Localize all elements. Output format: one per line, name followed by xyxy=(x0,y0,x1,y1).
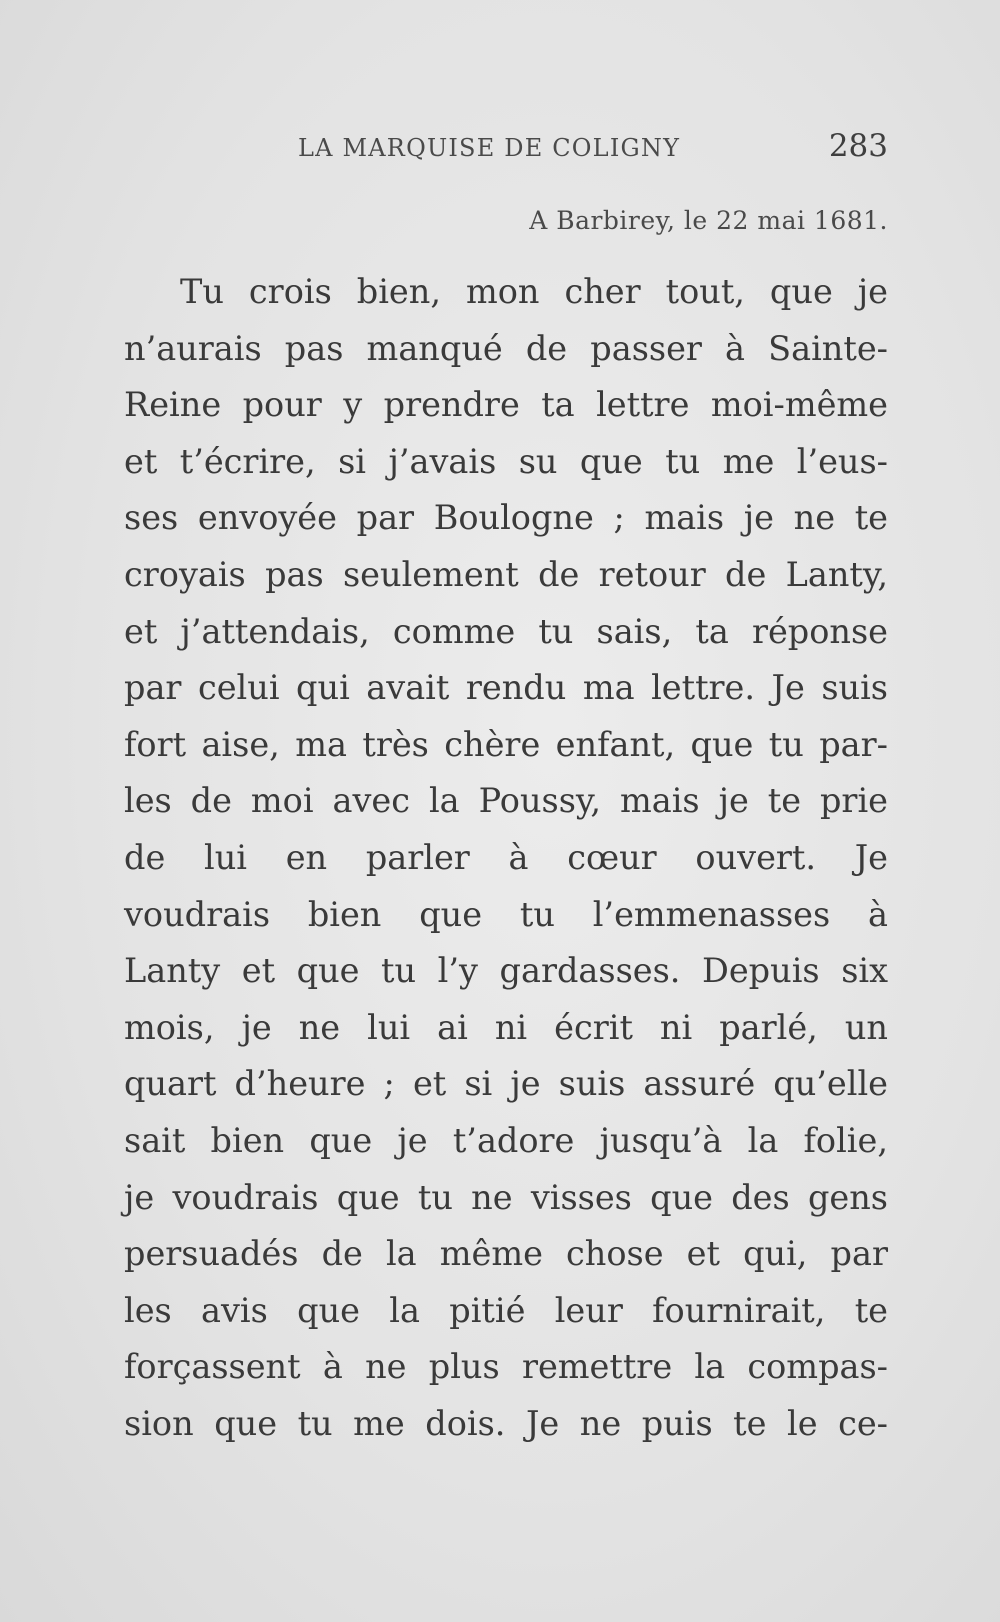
text-line: sion que tu me dois. Je ne puis te le ce- xyxy=(124,1403,888,1443)
text-line: Reine pour y prendre ta lettre moi-même xyxy=(124,385,888,425)
text-line: Lanty et que tu l’y gardasses. Depuis six xyxy=(124,951,888,991)
text-line: et t’écrire, si j’avais su que tu me l’eus- xyxy=(124,441,888,481)
text-line: et j’attendais, comme tu sais, ta réponse xyxy=(124,611,888,651)
text-line: quart d’heure ; et si je suis assuré qu’elle xyxy=(124,1064,888,1104)
text-line: de lui en parler à cœur ouvert. Je xyxy=(124,837,888,877)
page-number: 283 xyxy=(828,128,888,164)
letter-body xyxy=(124,264,888,1452)
text-line: ses envoyée par Boulogne ; mais je ne te xyxy=(124,498,888,538)
text-line: je voudrais que tu ne visses que des gens xyxy=(124,1177,888,1217)
text-line: voudrais bien que tu l’emmenasses à xyxy=(124,894,888,934)
running-title: LA MARQUISE DE COLIGNY xyxy=(298,134,681,162)
text-line: n’aurais pas manqué de passer à Sainte- xyxy=(124,328,888,368)
text-line: sait bien que je t’adore jusqu’à la folie, xyxy=(124,1120,888,1160)
text-line: Tu crois bien, mon cher tout, que je xyxy=(180,272,888,311)
running-head xyxy=(124,128,888,168)
text-line: croyais pas seulement de retour de Lanty, xyxy=(124,554,888,594)
text-line: persuadés de la même chose et qui, par xyxy=(124,1234,888,1274)
text-line: forçassent à ne plus remettre la compas- xyxy=(124,1347,888,1387)
text-line: les avis que la pitié leur fournirait, te xyxy=(124,1290,888,1330)
text-line: fort aise, ma très chère enfant, que tu par- xyxy=(124,724,888,764)
letter-dateline: A Barbirey, le 22 mai 1681. xyxy=(529,206,888,235)
text-line: mois, je ne lui ai ni écrit ni parlé, un xyxy=(124,1007,888,1047)
text-line: les de moi avec la Poussy, mais je te prie xyxy=(124,781,888,821)
text-line: par celui qui avait rendu ma lettre. Je suis xyxy=(124,668,888,708)
